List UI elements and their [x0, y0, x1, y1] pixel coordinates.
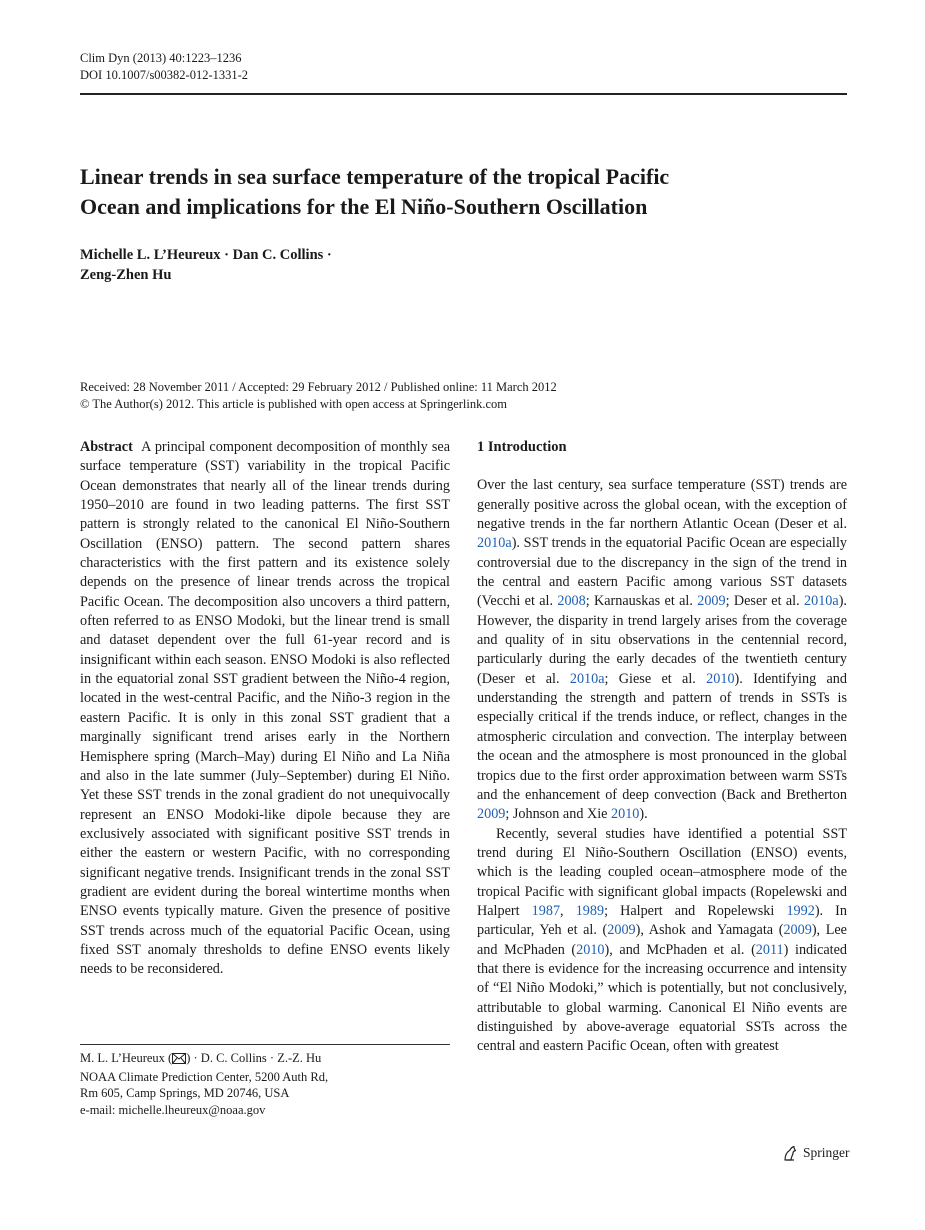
citation-link[interactable]: 2010a [804, 593, 839, 610]
intro-paragraph-1 [477, 476, 847, 824]
paragraph-text: ; Johnson and Xie [505, 806, 611, 823]
citation-link[interactable]: 2011 [755, 941, 784, 958]
abstract [80, 438, 450, 980]
citation-link[interactable]: 2009 [697, 593, 726, 610]
citation-link[interactable]: 2010a [477, 535, 512, 552]
paragraph-text: ). [639, 806, 648, 823]
citation-link[interactable]: 2010 [611, 806, 640, 823]
citation-link[interactable]: 2010 [706, 670, 735, 687]
introduction-section [477, 438, 847, 1057]
paragraph-text: ), Ashok and Yamagata ( [635, 922, 784, 939]
publication-dates [80, 379, 847, 413]
paragraph-text: ; Deser et al. [725, 593, 805, 610]
paragraph-text: ). However, the disparity in trend largely arises from the coverage and quality of in situ observations in the centennial record, particularly during the early decades of the twentieth century (Deser et al. [477, 593, 847, 687]
paper-title [80, 162, 847, 222]
doi[interactable]: DOI 10.1007/s00382-012-1331-2 [80, 68, 249, 82]
springer-horse-icon [782, 1145, 798, 1162]
citation-link[interactable]: 2009 [783, 922, 812, 939]
footnote-rule [80, 1044, 450, 1045]
paragraph-text: ; Karnauskas et al. [585, 593, 698, 610]
email-link[interactable]: e-mail: michelle.lheureux@noaa.gov [80, 1102, 266, 1117]
title-line-1: Linear trends in sea surface temperature of the tropical Pacific [80, 164, 670, 189]
citation-link[interactable]: 2009 [477, 806, 506, 823]
author-list [80, 245, 480, 285]
paragraph-text: ), and McPhaden et al. ( [604, 941, 756, 958]
corresponding-author: M. L. L’Heureux ( ) · D. C. Collins · Z.-Z. Hu [80, 1050, 450, 1069]
header-rule [80, 93, 847, 95]
title-line-2: Ocean and implications for the El Niño-Southern Oscillation [80, 194, 648, 219]
section-heading: 1 Introduction [477, 439, 567, 455]
affiliation-line-1: NOAA Climate Prediction Center, 5200 Auth Rd, [80, 1069, 329, 1084]
paragraph-text: , [560, 902, 576, 919]
author-affiliation [80, 1050, 450, 1118]
paragraph-text: ). In particular, Yeh et al. ( [477, 902, 848, 939]
journal-citation: Clim Dyn (2013) 40:1223–1236 [80, 51, 242, 65]
paragraph-text: ; Halpert and Ropelewski [604, 902, 787, 919]
paragraph-text: ), Lee and McPhaden ( [477, 922, 847, 958]
citation-link[interactable]: 1987 [531, 902, 561, 919]
journal-header [80, 50, 248, 84]
citation-link[interactable]: 2010 [576, 941, 605, 958]
paragraph-text: Recently, several studies have identified a potential SST trend during El Niño-Southern Oscillation (ENSO) events, which is the leading coupled ocean–atmosphere mode of the tropical Pacific with significant global impacts (Ropelewski and Halpert [477, 825, 847, 919]
paragraph-text: ). SST trends in the equatorial Pacific Ocean are especially controversial due to the discrepancy in the sign of the trend in the central and eastern Pacific among various SST datasets (Vecchi et al. [477, 535, 847, 610]
paragraph-text: Over the last century, sea surface temperature (SST) trends are generally positive across the global ocean, with the exception of negative trends in the far northern Atlantic Ocean (Deser et al. [477, 477, 847, 533]
authors-line-1: Michelle L. L’Heureux · Dan C. Collins · [80, 247, 332, 263]
affiliation-line-2: Rm 605, Camp Springs, MD 20746, USA [80, 1086, 290, 1100]
paragraph-text: ; Giese et al. [604, 670, 707, 687]
paragraph-text: ) indicated that there is evidence for the increasing occurrence and intensity of “El Niño Modoki,” which is potentially, but not conclusively, attributable to global warming. Canonical El Niño events are distinguished by above-average equatorial SSTs across the central and eastern Pacific Ocean, often with greatest [477, 941, 847, 1055]
copyright-line: © The Author(s) 2012. This article is published with open access at Springerlink.com [80, 397, 508, 411]
abstract-label: Abstract [80, 439, 133, 455]
intro-paragraph-2 [477, 825, 847, 1057]
abstract-text: A principal component decomposition of monthly sea surface temperature (SST) variability in the tropical Pacific Ocean demonstrates that nearly all of the linear trends during 1950–2010 are found in two leading patterns. The first SST pattern is strongly related to the canonical El Niño-Southern Oscillation (ENSO) pattern. The second pattern shares characteristics with the first pattern and its existence solely depends on the presence of linear trends across the tropical Pacific Ocean. The decomposition also uncovers a third pattern, often referred to as ENSO Modoki, but the linear trend is small and dataset dependent over the full 61-year record and is insignificant within each season. ENSO Modoki is also reflected in the equatorial zonal SST gradient between the Niño-4 region, located in the west-central Pacific, and the Niño-3 region in the eastern Pacific. It is only in this zonal SST gradient that a marginally significant trend arises early in the Northern Hemisphere spring (March–May) during El Niño and La Niña and also in the late summer (July–September) during El Niño. Yet these SST trends in the zonal gradient do not unequivocally represent an ENSO Modoki-like dipole because they are exclusively associated with significant positive SST trends in either the eastern or western Pacific, with no corresponding significant negative trends. Insignificant trends in the zonal SST gradient are evident during the boreal wintertime months when ENSO events typically mature. Given the presence of positive SST trends across much of the equatorial Pacific Ocean, using fixed SST anomaly thresholds to define ENSO events likely needs to be reconsidered. [80, 439, 450, 978]
citation-link[interactable]: 2010a [569, 670, 605, 687]
publisher-name: Springer [803, 1145, 850, 1160]
envelope-icon [172, 1052, 186, 1069]
authors-line-2: Zeng-Zhen Hu [80, 267, 172, 283]
paragraph-text: ). Identifying and understanding the strength and pattern of trends in SSTs is especially critical if the trends induce, or reflect, changes in the atmospheric circulation and convection. The interplay between the ocean and the atmosphere is most pronounced in the global tropics due to the first order approximation between warm SSTs and the enhancement of deep convection (Back and Bretherton [477, 670, 847, 803]
publisher-logo [782, 1144, 850, 1162]
citation-link[interactable]: 1989 [575, 902, 605, 919]
citation-link[interactable]: 1992 [786, 902, 815, 919]
dates-line: Received: 28 November 2011 / Accepted: 29 February 2012 / Published online: 11 March 2012 [80, 380, 557, 394]
citation-link[interactable]: 2009 [607, 922, 636, 939]
citation-link[interactable]: 2008 [557, 593, 586, 610]
